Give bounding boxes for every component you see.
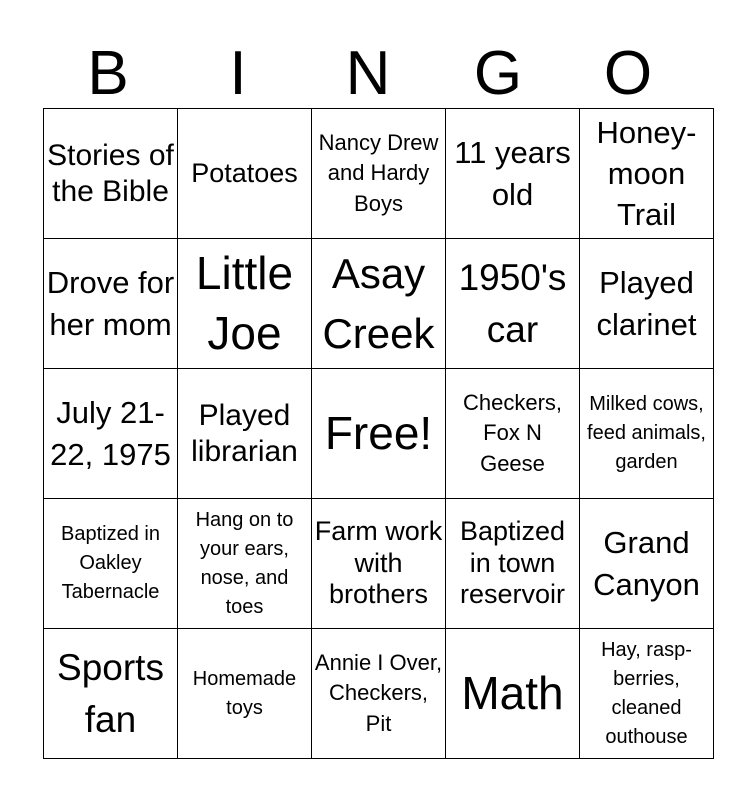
bingo-square[interactable]: Homemade toys: [178, 629, 312, 759]
bingo-board: [43, 108, 714, 759]
bingo-square[interactable]: Annie I Over, Checkers, Pit: [312, 629, 446, 759]
bingo-square[interactable]: Played librarian: [178, 369, 312, 499]
bingo-square[interactable]: Little Joe: [178, 239, 312, 369]
bingo-square[interactable]: Honey-moon Trail: [580, 109, 714, 239]
bingo-square[interactable]: 11 years old: [446, 109, 580, 239]
header-letter-n: N: [345, 39, 391, 108]
header-letter-g: G: [473, 39, 523, 108]
board-row: [44, 499, 714, 629]
bingo-square[interactable]: Math: [446, 629, 580, 759]
bingo-square[interactable]: Hang on to your ears, nose, and toes: [178, 499, 312, 629]
bingo-square[interactable]: Farm work with brothers: [312, 499, 446, 629]
board-row: [44, 109, 714, 239]
bingo-header: [43, 40, 693, 108]
bingo-square[interactable]: Baptized in Oakley Tabernacle: [44, 499, 178, 629]
bingo-square[interactable]: Milked cows, feed animals, garden: [580, 369, 714, 499]
header-letter-b: B: [87, 39, 129, 108]
bingo-square[interactable]: July 21-22, 1975: [44, 369, 178, 499]
bingo-square[interactable]: Played clarinet: [580, 239, 714, 369]
bingo-square[interactable]: Sports fan: [44, 629, 178, 759]
board-row: [44, 369, 714, 499]
free-square[interactable]: Free!: [312, 369, 446, 499]
bingo-square[interactable]: Baptized in town reservoir: [446, 499, 580, 629]
bingo-square[interactable]: Checkers, Fox N Geese: [446, 369, 580, 499]
bingo-square[interactable]: Stories of the Bible: [44, 109, 178, 239]
board-row: [44, 629, 714, 759]
header-letter-o: O: [603, 39, 653, 108]
bingo-square[interactable]: 1950's car: [446, 239, 580, 369]
board-row: [44, 239, 714, 369]
bingo-square[interactable]: Asay Creek: [312, 239, 446, 369]
bingo-square[interactable]: Hay, rasp-berries, cleaned outhouse: [580, 629, 714, 759]
bingo-square[interactable]: Grand Canyon: [580, 499, 714, 629]
header-letter-i: I: [229, 39, 247, 108]
bingo-square[interactable]: Drove for her mom: [44, 239, 178, 369]
bingo-square[interactable]: Potatoes: [178, 109, 312, 239]
bingo-square[interactable]: Nancy Drew and Hardy Boys: [312, 109, 446, 239]
